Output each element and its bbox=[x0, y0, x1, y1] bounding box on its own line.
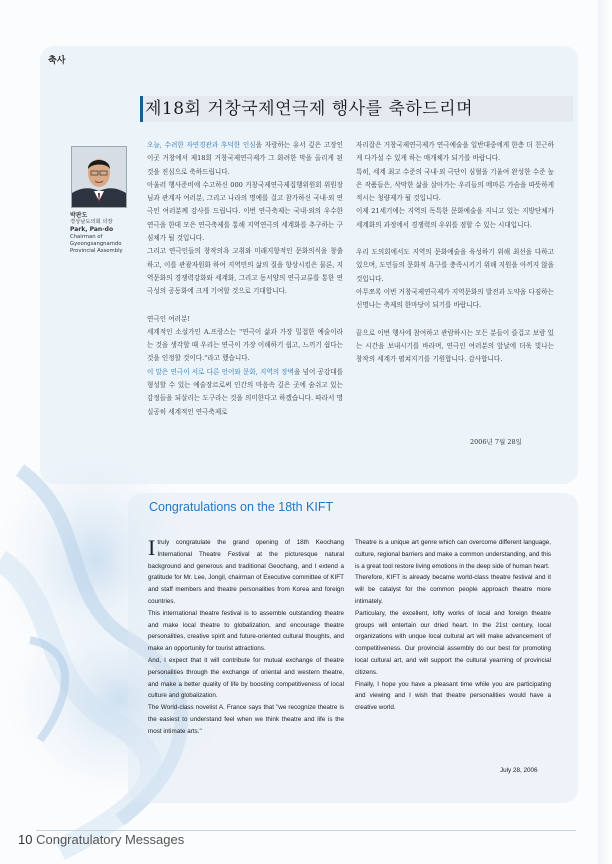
english-paragraph: And, I expect that it will contribute for mutual exchange of theatre personalities through the exchange of oriental and western theatre, and make a better quality of life by boosting competitiveness of local culture and globalization. bbox=[148, 656, 344, 700]
korean-paragraph: 세계적인 소설가인 A.프랑스는 "연극이 삶과 가장 밀접한 예술이라는 것을 생각할 때 우리는 연극이 가장 이해하기 쉽고, 느끼기 쉽다는 것을 인정할 것이다."라고 했습니다. bbox=[147, 327, 343, 363]
korean-paragraph: 끝으로 이번 행사에 참여하고 관람하시는 모든 분들이 즐겁고 보람 있는 시간을 보내시기를 바라며, 연극인 여러분의 앞날에 더욱 빛나는 창작의 세계가 펼쳐지기를 기원합니다. 감사합니다. bbox=[356, 328, 554, 364]
drop-cap: I bbox=[148, 535, 156, 560]
korean-column-left bbox=[147, 139, 343, 419]
korean-greeting: 연극인 여러분! bbox=[147, 314, 190, 323]
english-column-right bbox=[355, 537, 551, 714]
korean-paragraph: 오늘, 수려한 자연경관과 후덕한 인심을 자랑하는 유서 깊은 고장인 이곳 거창에서 제18회 거창국제연극제가 그 화려한 막을 올리게 된 것을 진심으로 축하드립니다. bbox=[147, 141, 343, 176]
author-name-english: Park, Pan-do bbox=[70, 226, 114, 234]
author-title-korean: 경상남도의회 의장 bbox=[70, 219, 113, 226]
footer-divider bbox=[36, 830, 576, 831]
korean-paragraph: 자리잡은 거창국제연극제가 연극예술을 일반대중에게 한층 더 친근하게 다가설 수 있게 하는 매개체가 되기를 바랍니다. bbox=[356, 141, 554, 163]
section-label: 축사 bbox=[48, 56, 66, 66]
author-name-korean: 박판도 bbox=[70, 212, 88, 219]
author-portrait bbox=[71, 146, 127, 208]
korean-column-right bbox=[356, 139, 554, 366]
korean-highlight: 오늘, 수려한 자연경관과 후덕한 인심 bbox=[147, 141, 256, 149]
author-caption bbox=[70, 212, 140, 255]
english-paragraph: The World-class novelist A. France says that "we recognize theatre is the easiest to understand feel when we think theatre and life is the most intimate arts." bbox=[148, 704, 344, 735]
page-footer bbox=[18, 832, 184, 847]
english-date: July 28, 2006 bbox=[500, 767, 538, 774]
english-paragraph: Itruly congratulate the grand opening of 18th Keochang International Theatre Festival at the picturesque natural background and generous and traditional Geochang, and I extend a gratitude for Mr. Lee, Jongil, chairman of Executive committee of KIFT and staff members and theatre personalities from Korea and foreign countries. bbox=[148, 535, 344, 605]
page-edge-shadow bbox=[598, 0, 612, 864]
author-title-english-line1: Chairman of bbox=[70, 233, 103, 240]
korean-highlight: 이 말은 연극이 서로 다른 언어와 문화, 지역의 장벽 bbox=[147, 367, 295, 376]
author-title-english-line2: Gyeongsangnamdo bbox=[70, 240, 122, 247]
korean-paragraph: 그리고 연극인들의 창작의욕 고취와 미래지향적인 문화의식을 창출하고, 이를 관광자원화 하여 지역민의 삶의 질을 향상시킴은 물론, 지역문화의 경쟁력강화와 세계화, 그리고 동서양의 연극교류를 통한 연극성의 공동화에 크게 기여할 것으로 기대합니다. bbox=[147, 247, 343, 296]
english-column-left bbox=[148, 537, 344, 738]
korean-date: 2006년 7월 28일 bbox=[470, 438, 522, 446]
korean-paragraph: 특히, 세계 최고 수준의 국내·외 극단이 심혈을 기울여 완성한 수준 높은 작품들은, 삭막한 삶을 살아가는 우리들의 메마른 가슴을 따뜻하게 적시는 청량제가 될 것입니다. bbox=[356, 167, 554, 203]
korean-paragraph: 우리 도의회에서도 지역의 문화예술을 육성하기 위해 최선을 다하고 있으며, 도민들의 문화적 욕구를 충족시키기 위해 지원을 아끼지 않을 것입니다. bbox=[356, 248, 554, 283]
korean-paragraph: 아무쪼록 이번 거창국제연극제가 지역문화의 발전과 도약을 다짐하는 신명나는 축제의 한마당이 되기를 바랍니다. bbox=[356, 287, 554, 310]
english-title: Congratulations on the 18th KIFT bbox=[149, 500, 334, 514]
korean-title: 제18회 거창국제연극제 행사를 축하드리며 bbox=[145, 99, 474, 119]
korean-paragraph: 이 말은 연극이 서로 다른 언어와 문화, 지역의 장벽을 넘어 공감대를 형성할 수 있는 예술장르로써 인간의 마음속 깊은 곳에 숨쉬고 있는 감정들을 되살리는 도구라는 것을 의미한다고 하겠습니다. 따라서 명실공히 세계적인 연극축제로 bbox=[147, 367, 344, 416]
author-title-english-line3: Provincial Assembly bbox=[70, 248, 123, 255]
portrait-image bbox=[72, 147, 126, 207]
english-paragraph: Theatre is a unique art genre which can overcome different language, culture, regional barriers and make a common understanding, and this is a great tool restore living emotions in the deep side of human heart. bbox=[355, 539, 551, 570]
korean-paragraph: 이제 21세기에는 지역의 독특한 문화예술을 지니고 있는 지방단체가 세계화의 과정에서 경쟁력의 우위를 점할 수 있는 시대입니다. bbox=[356, 207, 554, 229]
english-paragraph: Finally, I hope you have a pleasant time while you are participating and viewing and I wish that theatre personalities would have a creative world. bbox=[355, 680, 551, 712]
footer-section-title: Congratulatory Messages bbox=[36, 832, 185, 847]
korean-paragraph: 아울러 행사준비에 수고하신 000 거창국제연극제집행위원회 위원장님과 관계자 여러분, 그리고 나라의 명예를 걸고 참가하신 국내·외 연극인 여러분께 감사를 드립니다. 이번 연극축제는 국내·외의 우수한 연극을 한데 모은 연극축제를 통해 지역연극의 세계화를 추구하는 구심체가 될 것입니다. bbox=[147, 180, 343, 243]
page-number: 10 bbox=[18, 832, 33, 847]
english-paragraph: Therefore, KIFT is already became world-class theatre festival and it will be catalyst for the common people approach theatre more intimately. bbox=[355, 574, 551, 605]
english-paragraph: Particulary, the excellent, lofty works of local and foreign theatre groups will entertain our dried heart. In the 21st century, local organizations with unque local cultural art will make advancement of competitiveness. Our provincial assembly do our best for promoting local cultural art, and will support the cultural yearning of provincial citizens. bbox=[355, 609, 551, 676]
english-paragraph: This international theatre festival is to assemble outstanding theatre and make local theatre to globalization, and encourage theatre personalities, creative spirit and future-oriented cultural thoughts, and make an opportunity for tourist attractions. bbox=[148, 609, 344, 653]
